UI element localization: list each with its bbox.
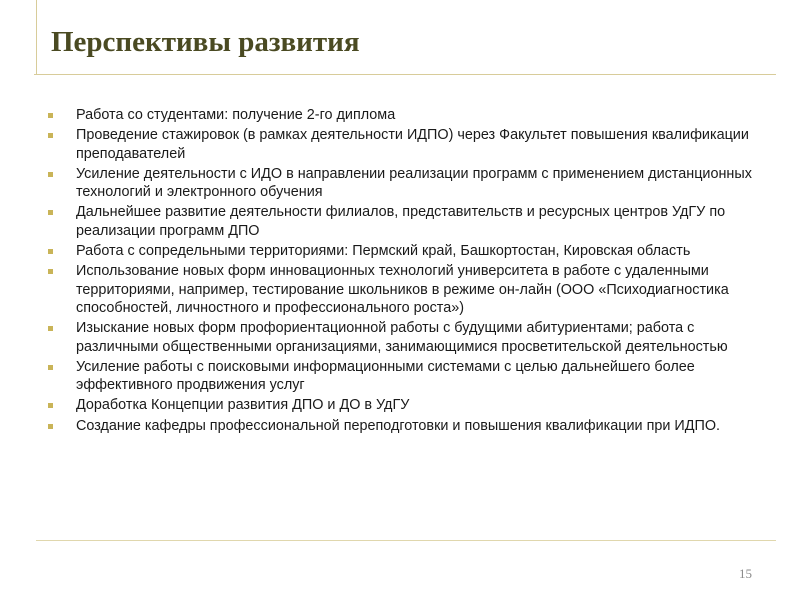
- bullet-text: Изыскание новых форм профориентационной работы с будущими абитуриентами; работа с различными общественными организациями, занимающимися просветительской деятельностью: [76, 320, 728, 355]
- bullet-item: [48, 417, 763, 435]
- bullet-text: Создание кафедры профессиональной переподготовки и повышения квалификации при ИДПО.: [76, 417, 721, 434]
- bullet-text: Доработка Концепции развития ДПО и ДО в УдГУ: [76, 397, 410, 414]
- page-number: 15: [739, 566, 752, 581]
- bullet-item: [48, 358, 763, 395]
- bullet-text: Работа со студентами: получение 2-го диплома: [76, 107, 396, 123]
- bullet-item: [48, 242, 763, 260]
- frame-horizontal-line: [34, 74, 776, 75]
- bullet-text: Усиление деятельности с ИДО в направлении реализации программ с применением дистанционных технологий и электронного обучения: [76, 165, 752, 201]
- bullet-item: [48, 262, 763, 317]
- square-bullet-icon: [48, 365, 53, 370]
- bullet-text: Использование новых форм инновационных технологий университета в работе с удаленными территориями, например, тестирование школьников в режиме он-лайн (ООО «Психодиагностика способностей, личностного и профессионального роста»): [76, 263, 729, 316]
- bullet-text: Проведение стажировок (в рамках деятельности ИДПО) через Факультет повышения квалификации преподавателей: [76, 127, 749, 162]
- square-bullet-icon: [48, 326, 53, 331]
- square-bullet-icon: [48, 269, 53, 274]
- frame-vertical-line: [36, 0, 37, 75]
- bullet-item: [48, 165, 763, 202]
- slide-title: Перспективы развития: [51, 26, 360, 58]
- bullet-item: [48, 319, 763, 356]
- square-bullet-icon: [48, 210, 53, 215]
- square-bullet-icon: [48, 172, 53, 177]
- bullet-item: [48, 396, 763, 414]
- square-bullet-icon: [48, 249, 53, 254]
- square-bullet-icon: [48, 424, 53, 429]
- bullet-text: Работа с сопредельными территориями: Пермский край, Башкортостан, Кировская область: [76, 243, 691, 260]
- square-bullet-icon: [48, 133, 53, 138]
- bullet-item: [48, 203, 763, 240]
- bullet-item: [48, 126, 763, 163]
- bullet-text: Дальнейшее развитие деятельности филиалов, представительств и ресурсных центров УдГУ по реализации программ ДПО: [76, 204, 726, 239]
- bullet-list: [48, 106, 763, 437]
- square-bullet-icon: [48, 113, 53, 118]
- footer-divider: [36, 540, 776, 541]
- bullet-text: Усиление работы с поисковыми информационными системами с целью дальнейшего более эффективного продвижения услуг: [76, 358, 695, 394]
- square-bullet-icon: [48, 403, 53, 408]
- bullet-item: [48, 106, 763, 124]
